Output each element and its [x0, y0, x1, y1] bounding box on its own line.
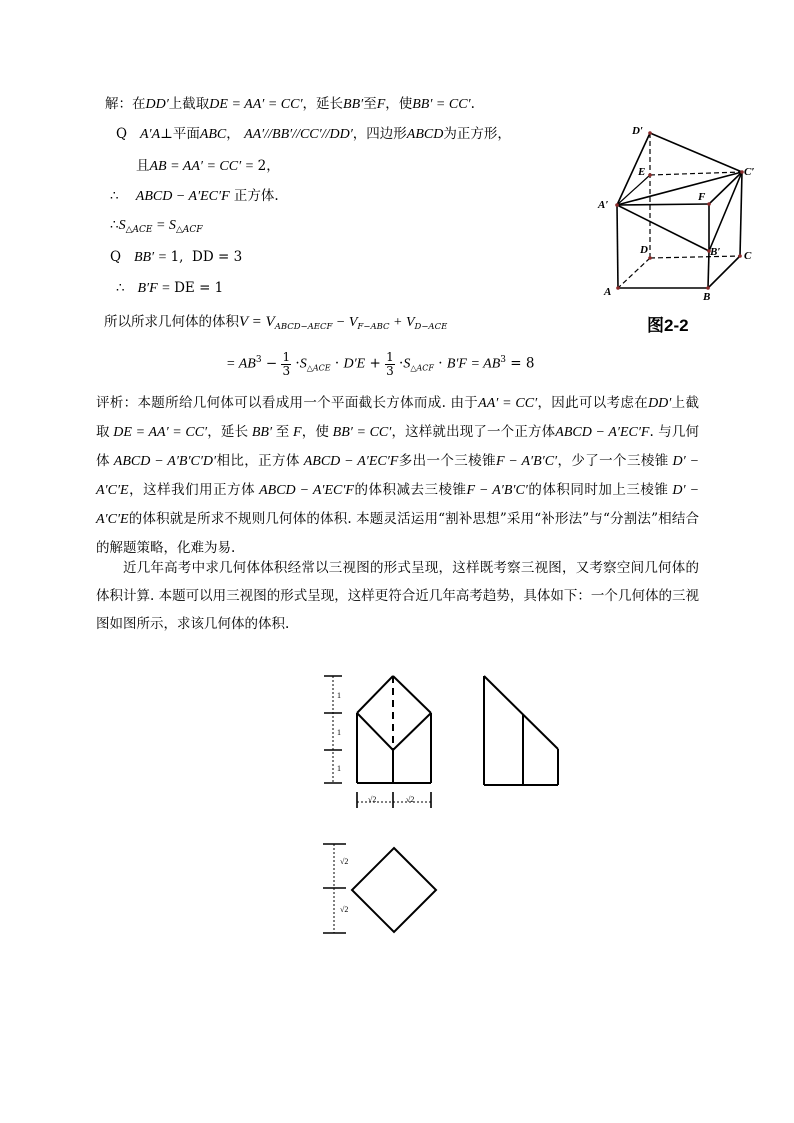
analysis-paragraph: 评析：本题所给几何体可以看成用一个平面截长方体而成. 由于AA′ = CC′，因此可以考虑在DD′上截取 DE = AA′ = CC′，延长 BB′ 至 F，使 BB′ = CC′，这样就出现了一个正方体ABCD − A′EC′F. 与几何体 ABCD − A′B′C′D′相比，正方体 ABCD − A′EC′F多出一个三棱锥F − A′B′C′，少了一个三棱锥 D′ − A′C′E，这样我们用正方体 ABCD − A′EC′F的体积减去三棱锥F − A′B′C′的体积同时加上三棱锥 D′ − A′C′E的体积就是所求不规则几何体的体积. 本题灵活运用“割补思想”采用“补形法”与“分割法”相结合的解题策略，化难为易. — [96, 395, 700, 556]
solution-line-9: = $AB^3$ − $\frac{1}{3}$ $\cdot S_{\triangle ACE} \cdot D'E$ + $\frac{1}{3}$ $\cdot S_{\triangle ACF} \cdot B'F = AB^3 = 8$ — [226, 349, 535, 378]
label-C1: C′ — [744, 166, 755, 178]
solution-line-2: Q A′A⊥平面ABC， AA′//BB′//CC′//DD′，四边形ABCD为正方形， — [116, 126, 511, 142]
solution-line-8: 所以所求几何体的体积$V = V_{ABCD-AECF} - V_{F-ABC} + V_{D-ACE}$ — [104, 314, 448, 332]
front-dim-3: 1 — [337, 764, 341, 773]
solution-line-5: $\therefore S_{\triangle ACE} = S_{\triangle ACF}$ — [110, 217, 203, 235]
side-view — [478, 668, 568, 793]
front-view — [318, 668, 443, 818]
figure-2-2-cube — [590, 120, 770, 310]
three-view-intro: 近几年高考中求几何体体积经常以三视图的形式呈现，这样既考察三视图，又考察空间几何体的体积计算. 本题可以用三视图的形式呈现，这样更符合近几年高考趋势，具体如下：一个几何体的三视图如图所示，求该几何体的体积. — [96, 560, 699, 632]
label-C: C — [744, 250, 752, 262]
solution-line-3: 且AB = AA′ = CC′ = 2， — [136, 158, 280, 174]
top-dim-2: √2 — [340, 905, 349, 914]
front-bottom-dim-1: √2 — [368, 795, 377, 804]
label-A: A — [604, 286, 612, 298]
front-bottom-dim-2: √2 — [406, 795, 415, 804]
solution-line-6: Q BB′ = 1, DD = 3 — [110, 249, 243, 265]
front-dim-1: 1 — [337, 691, 341, 700]
solution-line-1: 解：在DD′上截取DE = AA′ = CC′，延长BB′至F，使BB′ = CC′. — [105, 96, 475, 112]
label-D: D — [640, 244, 648, 256]
top-view — [318, 838, 443, 938]
label-B1: B′ — [710, 246, 721, 258]
label-A1: A′ — [598, 199, 609, 211]
front-dim-2: 1 — [337, 728, 341, 737]
top-dim-1: √2 — [340, 857, 349, 866]
label-E: E — [638, 166, 646, 178]
figure-caption: 图2-2 — [647, 316, 689, 335]
label-F: F — [698, 191, 706, 203]
solution-line-7: ∴ B′F = DE = 1 — [116, 280, 224, 296]
label-D1: D′ — [632, 125, 644, 137]
label-B: B — [703, 291, 711, 303]
solution-line-4: ∴ ABCD − A′EC′F 正方体. — [110, 188, 279, 204]
